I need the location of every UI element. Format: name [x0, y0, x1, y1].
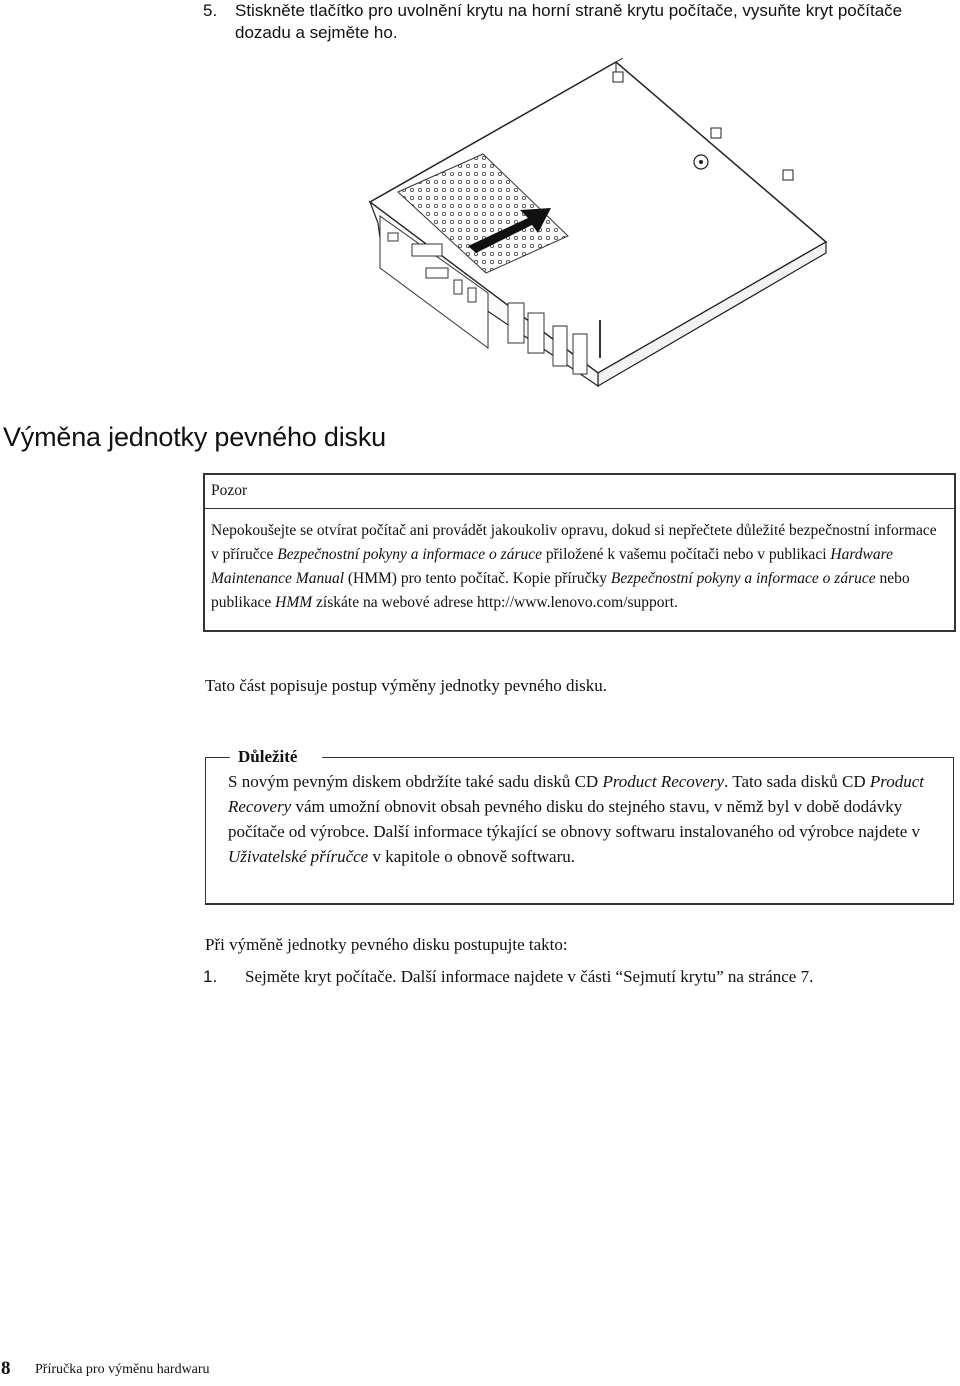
step-text: Stiskněte tlačítko pro uvolnění krytu na horní straně krytu počítače, vysuňte kryt počítače dozadu a sejměte ho. [235, 1, 903, 42]
caution-divider [205, 508, 954, 509]
caution-text-part: nebo publikace [211, 570, 910, 611]
important-title: Důležité [238, 747, 298, 766]
intro-paragraph: Tato část popisuje postup výměny jednotky pevného disku. [205, 676, 608, 695]
important-product-name: Product Recovery [228, 772, 925, 816]
caution-book-title: Bezpečnostní pokyny a informace o záruce [610, 570, 876, 587]
important-text-part: vám umožní obnovit obsah pevného disku do stejného stavu, v němž byl v době dodávky počítače od výrobce. Další informace týkající se obnovy softwaru instalovaného od výrobce najdete v [228, 797, 921, 841]
caution-book-title: HMM [275, 594, 313, 611]
caution-box [203, 473, 956, 632]
step-number: 1. [203, 967, 218, 986]
important-text [228, 769, 938, 869]
important-text-part: v kapitole o obnově softwaru. [368, 847, 575, 866]
important-book-title: Uživatelské příručce [228, 847, 369, 866]
page-number: 8 [1, 1358, 11, 1379]
procedure-intro: Při výměně jednotky pevného disku postupujte takto: [205, 935, 568, 954]
caution-text-part: získáte na webové adrese http://www.lenovo.com/support. [312, 594, 678, 611]
step-text: Sejměte kryt počítače. Další informace najdete v části “Sejmutí krytu” na stránce 7. [245, 967, 814, 986]
caution-text [211, 519, 946, 615]
computer-cover-removal-illustration [368, 58, 828, 403]
section-heading: Výměna jednotky pevného disku [3, 422, 386, 452]
caution-book-title: Hardware Maintenance Manual [211, 546, 893, 587]
important-border [322, 757, 953, 758]
important-border [206, 757, 230, 758]
footer-title: Příručka pro výměnu hardwaru [35, 1362, 210, 1377]
caution-text-part: Nepokoušejte se otvírat počítač ani provádět jakoukoliv opravu, dokud si nepřečtete důležité bezpečnostní informace v příručce [211, 522, 937, 563]
important-text-part: . Tato sada disků CD [724, 772, 870, 791]
caution-book-title: Bezpečnostní pokyny a informace o záruce [277, 546, 542, 563]
caution-text-part: (HMM) pro tento počítač. Kopie příručky [344, 570, 611, 587]
step-number: 5. [203, 1, 218, 20]
important-box [205, 747, 954, 905]
important-product-name: Product Recovery [602, 772, 725, 791]
caution-title: Pozor [211, 482, 248, 499]
caution-text-part: přiložené k vašemu počítači nebo v publikaci [542, 546, 831, 563]
important-text-part: S novým pevným diskem obdržíte také sadu disků CD [228, 772, 603, 791]
